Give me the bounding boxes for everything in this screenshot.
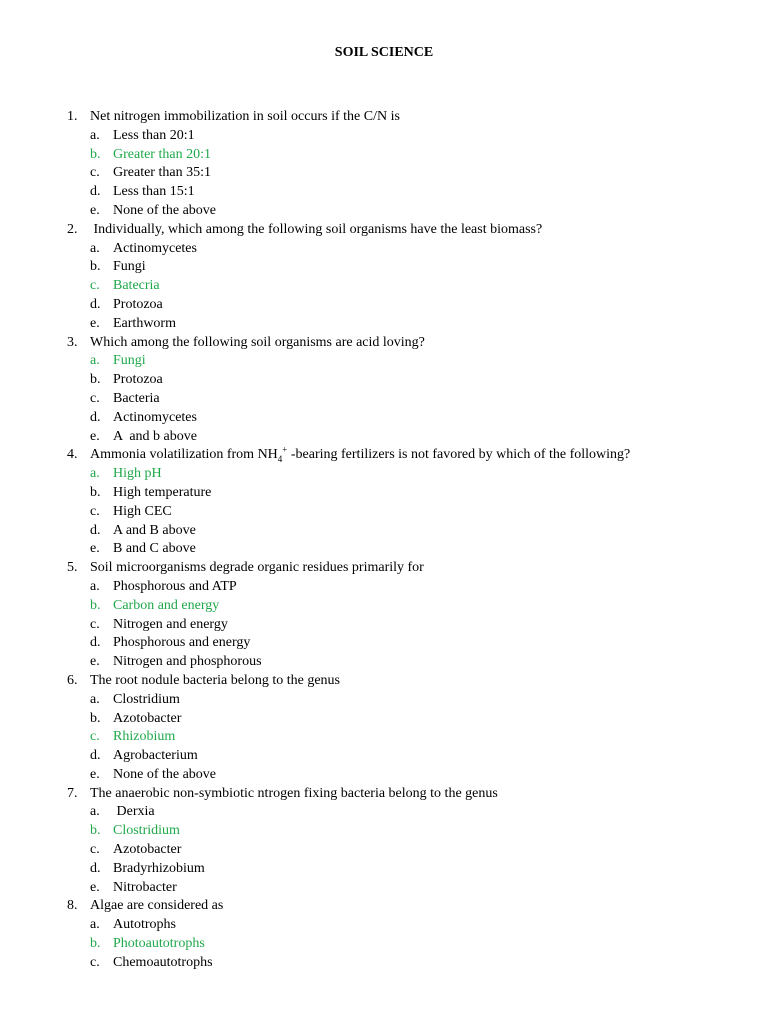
question-number: 7. — [67, 785, 78, 801]
question-number: 5. — [67, 560, 78, 576]
answer-option-correct — [0, 146, 768, 165]
option-text: Actinomycetes — [113, 409, 197, 425]
option-text: Phosphorous and ATP — [113, 578, 237, 594]
option-letter: b. — [90, 146, 101, 162]
question-text: Algae are considered as — [90, 898, 224, 914]
option-text: None of the above — [113, 766, 217, 782]
option-text: Protozoa — [113, 372, 163, 388]
question-number: 1. — [67, 109, 78, 124]
option-text: Agrobacterium — [113, 748, 198, 764]
option-letter: b. — [90, 372, 101, 388]
option-letter: a. — [90, 240, 100, 256]
formula-superscript: + — [282, 444, 288, 455]
option-letter: a. — [90, 466, 100, 482]
question-text: The root nodule bacteria belong to the genus — [90, 672, 340, 688]
option-text: B and C above — [113, 541, 196, 557]
answer-option — [0, 371, 768, 390]
option-letter: b. — [90, 259, 101, 275]
answer-option — [0, 202, 768, 221]
question-5 — [0, 559, 768, 578]
answer-option — [0, 540, 768, 559]
question-number: 4. — [67, 447, 78, 463]
option-letter: c. — [90, 616, 100, 632]
answer-option — [0, 766, 768, 785]
answer-option — [0, 522, 768, 541]
option-letter: e. — [90, 879, 100, 895]
answer-option — [0, 803, 768, 822]
option-text: Bradyrhizobium — [113, 860, 205, 876]
option-text: High temperature — [113, 484, 212, 500]
option-text: Chemoautotrophs — [113, 954, 213, 970]
answer-option-correct — [0, 465, 768, 484]
option-letter: d. — [90, 296, 101, 312]
option-letter: e. — [90, 202, 100, 218]
answer-option — [0, 747, 768, 766]
answer-option — [0, 916, 768, 935]
option-text: Greater than 35:1 — [113, 165, 211, 181]
question-text: The anaerobic non-symbiotic ntrogen fixing bacteria belong to the genus — [90, 785, 498, 801]
option-letter: a. — [90, 917, 100, 933]
option-text: Carbon and energy — [113, 597, 220, 613]
answer-option — [0, 503, 768, 522]
question-8 — [0, 897, 768, 916]
option-text: Earthworm — [113, 315, 176, 331]
option-text: Protozoa — [113, 296, 163, 312]
option-text: Photoautotrophs — [113, 936, 205, 952]
answer-option — [0, 258, 768, 277]
answer-option — [0, 879, 768, 898]
option-text: Autotrophs — [113, 917, 176, 933]
option-letter: d. — [90, 522, 101, 538]
question-number: 6. — [67, 672, 78, 688]
answer-option — [0, 653, 768, 672]
page-title: SOIL SCIENCE — [334, 45, 434, 60]
question-text: Individually, which among the following soil organisms have the least biomass? — [90, 221, 543, 237]
answer-option — [0, 484, 768, 503]
option-letter: e. — [90, 315, 100, 331]
answer-option — [0, 954, 768, 973]
option-letter: b. — [90, 484, 101, 500]
answer-option — [0, 578, 768, 597]
question-text: Soil microorganisms degrade organic residues primarily for — [90, 560, 424, 576]
option-text: Azotobacter — [113, 710, 182, 726]
option-letter: c. — [90, 390, 100, 406]
option-text: Less than 20:1 — [113, 127, 195, 143]
option-letter: e. — [90, 428, 100, 444]
option-letter: a. — [90, 578, 100, 594]
answer-option — [0, 390, 768, 409]
answer-option-correct — [0, 935, 768, 954]
answer-option — [0, 428, 768, 447]
option-text: A and B above — [113, 522, 196, 538]
answer-option-correct — [0, 277, 768, 296]
option-text: Nitrobacter — [113, 879, 177, 895]
option-text: Fungi — [113, 259, 146, 275]
question-2 — [0, 221, 768, 240]
option-text: Azotobacter — [113, 842, 182, 858]
option-letter: d. — [90, 635, 101, 651]
answer-option-correct — [0, 597, 768, 616]
option-text: Derxia — [113, 804, 155, 820]
option-text: Nitrogen and phosphorous — [113, 654, 262, 670]
option-text: High CEC — [113, 503, 172, 519]
option-text: None of the above — [113, 202, 217, 218]
answer-option — [0, 127, 768, 146]
answer-option — [0, 841, 768, 860]
option-text: Nitrogen and energy — [113, 616, 228, 632]
answer-option-correct — [0, 822, 768, 841]
question-list — [0, 108, 768, 973]
answer-option — [0, 296, 768, 315]
option-letter: c. — [90, 842, 100, 858]
question-6 — [0, 672, 768, 691]
option-letter: c. — [90, 165, 100, 181]
question-7 — [0, 785, 768, 804]
option-letter: d. — [90, 184, 101, 200]
option-letter: c. — [90, 729, 100, 745]
question-4 — [0, 446, 768, 465]
question-text-post: -bearing fertilizers is not favored by which of the following? — [287, 447, 631, 463]
option-letter: b. — [90, 597, 101, 613]
answer-option — [0, 315, 768, 334]
question-text-pre: Ammonia volatilization from NH — [90, 447, 278, 463]
option-letter: c. — [90, 954, 100, 970]
formula-subscript: 4 — [277, 454, 283, 465]
option-text: High pH — [113, 466, 162, 482]
option-letter: b. — [90, 710, 101, 726]
option-text: A and b above — [113, 428, 197, 444]
question-text: Net nitrogen immobilization in soil occurs if the C/N is — [90, 109, 400, 124]
answer-option — [0, 691, 768, 710]
answer-option — [0, 860, 768, 879]
question-text: Which among the following soil organisms are acid loving? — [90, 334, 425, 350]
option-letter: a. — [90, 127, 100, 143]
option-text: Actinomycetes — [113, 240, 197, 256]
answer-option — [0, 240, 768, 259]
question-1 — [0, 108, 768, 127]
answer-option — [0, 409, 768, 428]
question-text — [90, 446, 630, 465]
option-letter: c. — [90, 278, 100, 294]
option-letter: e. — [90, 541, 100, 557]
question-number: 8. — [67, 898, 78, 914]
option-text: Fungi — [113, 353, 146, 369]
option-letter: c. — [90, 503, 100, 519]
option-text: Clostridium — [113, 823, 180, 839]
question-number: 2. — [67, 221, 78, 237]
option-letter: a. — [90, 804, 100, 820]
option-text: Less than 15:1 — [113, 184, 195, 200]
answer-option — [0, 183, 768, 202]
option-letter: d. — [90, 748, 101, 764]
option-letter: d. — [90, 409, 101, 425]
option-letter: e. — [90, 654, 100, 670]
question-3 — [0, 334, 768, 353]
answer-option-correct — [0, 352, 768, 371]
option-text: Bacteria — [113, 390, 160, 406]
option-text: Phosphorous and energy — [113, 635, 251, 651]
option-letter: b. — [90, 936, 101, 952]
option-text: Rhizobium — [113, 729, 176, 745]
option-text: Greater than 20:1 — [113, 146, 211, 162]
answer-option — [0, 164, 768, 183]
option-letter: a. — [90, 353, 100, 369]
answer-option — [0, 710, 768, 729]
answer-option — [0, 616, 768, 635]
option-letter: a. — [90, 691, 100, 707]
option-letter: d. — [90, 860, 101, 876]
answer-option-correct — [0, 728, 768, 747]
question-number: 3. — [67, 334, 78, 350]
answer-option — [0, 634, 768, 653]
option-letter: b. — [90, 823, 101, 839]
option-letter: e. — [90, 766, 100, 782]
option-text: Batecria — [113, 278, 160, 294]
option-text: Clostridium — [113, 691, 180, 707]
